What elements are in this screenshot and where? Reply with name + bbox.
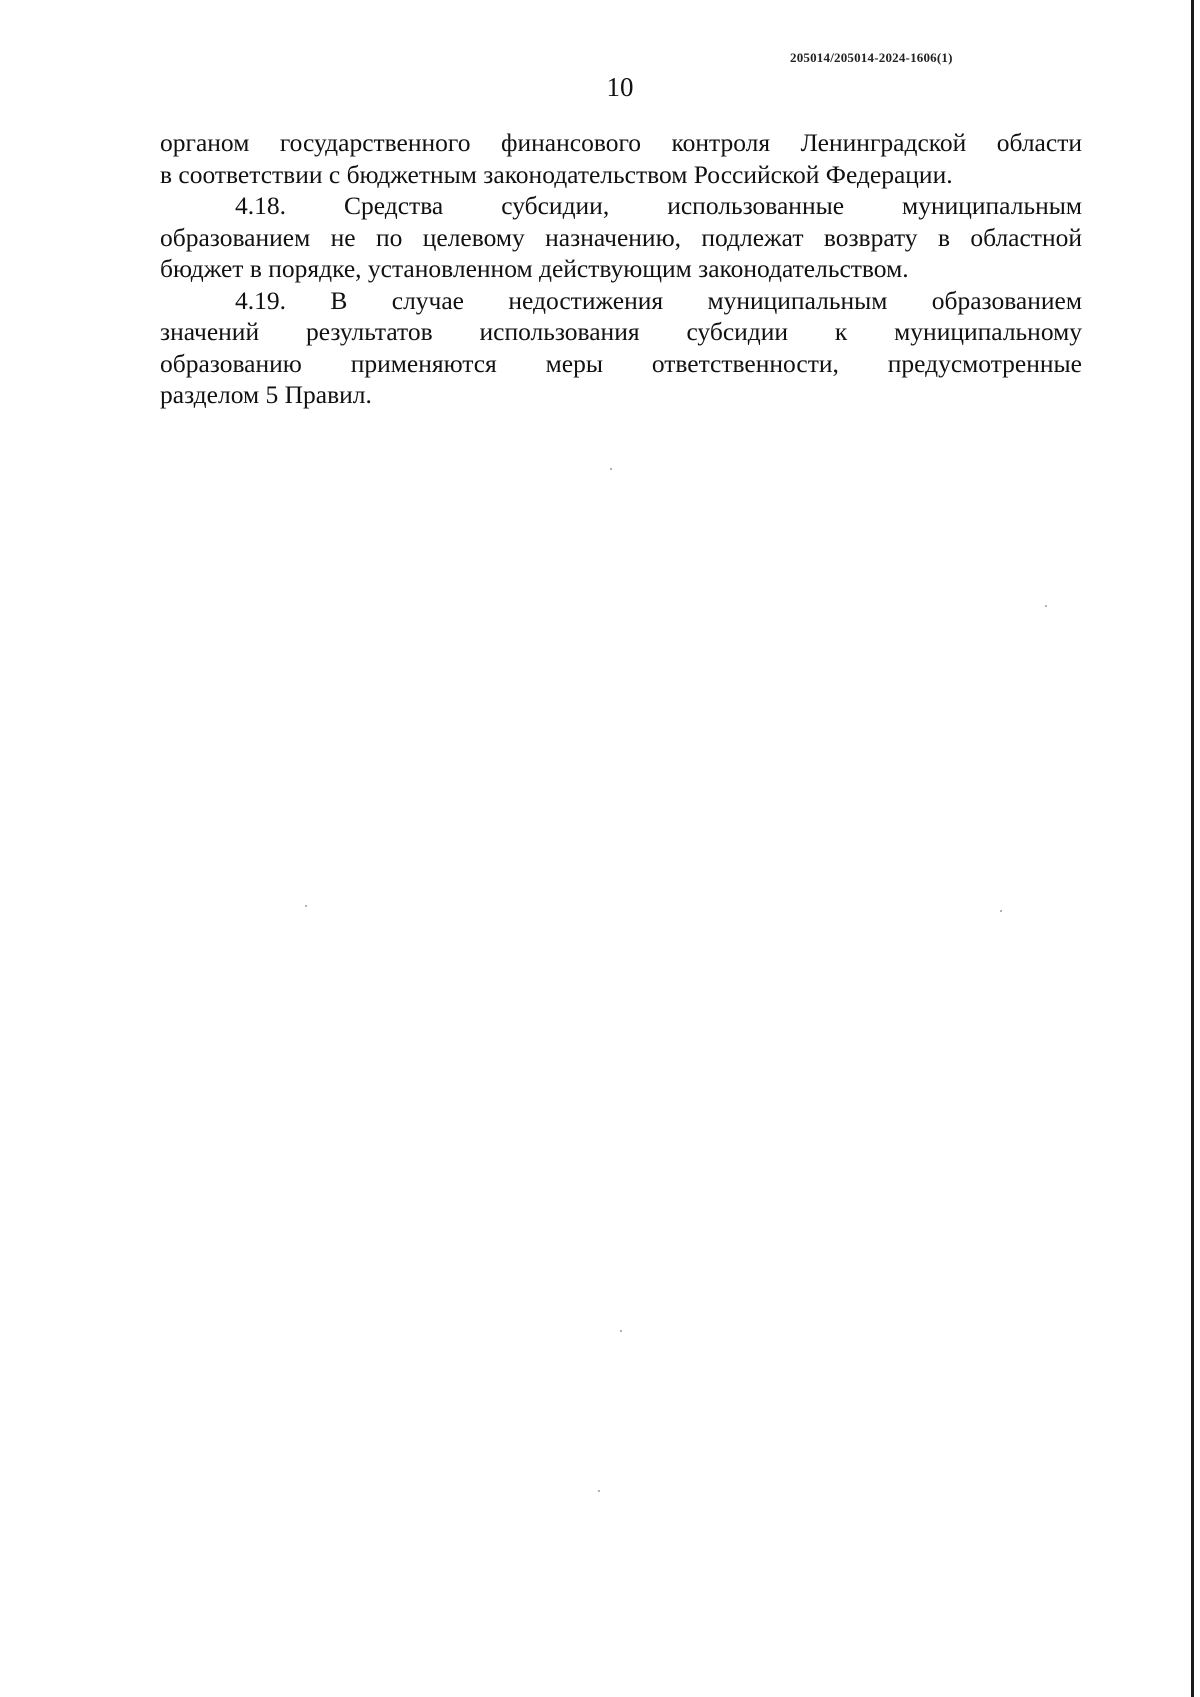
scan-speck (1045, 605, 1047, 607)
page-number: 10 (606, 72, 634, 102)
text-line: органом государственного финансового контроля Ленинградской области (160, 128, 1082, 157)
scan-speck (620, 1330, 622, 1332)
text-line: образованию применяются меры ответственности, предусмотренные (160, 348, 1082, 378)
text-line: 4.19. В случае недостижения муниципальным образованием (235, 285, 1082, 315)
document-body (160, 127, 1082, 411)
text-line: образованием не по целевому назначению, подлежат возврату в областной (160, 222, 1082, 252)
paragraph-4-18 (160, 190, 1082, 285)
text-line: 4.18. Средства субсидии, использованные муниципальным (235, 191, 1082, 220)
scan-speck (305, 905, 307, 907)
text-line: разделом 5 Правил. (160, 380, 372, 409)
scan-speck (610, 468, 612, 470)
text-line: значений результатов использования субсидии к муниципальному (160, 317, 1082, 346)
scan-edge-border (1191, 0, 1194, 1697)
text-line: бюджет в порядке, установленном действующим законодательством. (160, 254, 909, 283)
scan-speck (1000, 910, 1002, 912)
text-line: в соответствии с бюджетным законодательством Российской Федерации. (160, 159, 953, 189)
paragraph-continuation (160, 127, 1082, 190)
paragraph-4-19 (160, 285, 1082, 411)
document-id: 205014/205014-2024-1606(1) (790, 50, 953, 65)
scan-speck (598, 1490, 600, 1492)
